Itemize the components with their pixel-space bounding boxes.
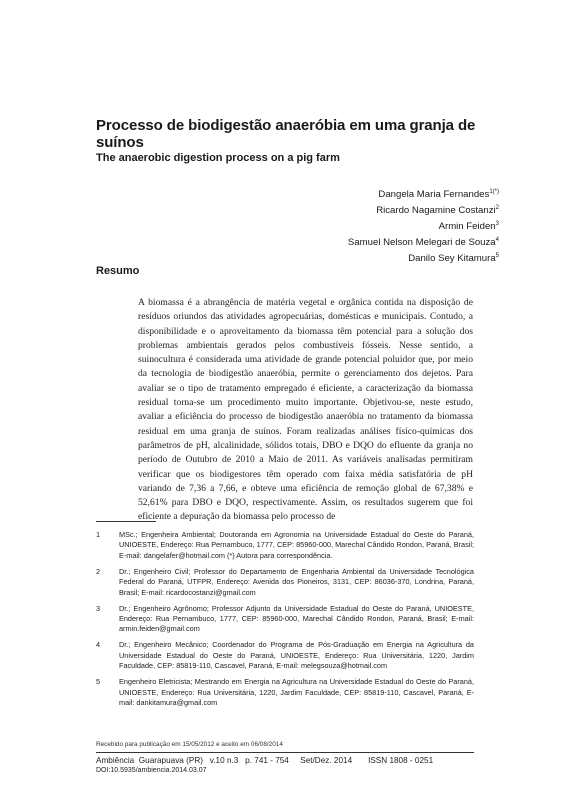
journal-volume: v.10 n.3 (209, 756, 239, 765)
footnote-list (96, 530, 474, 714)
footnote: 2 Dr.; Engenheiro Civil; Professor do Departamento de Engenharia Ambiental da Universidade Tecnológica Federal do Paraná, UTFPR, Endereço: Avenida dos Pioneiros, 3131, CEP: 86036-370, Londrina, Paraná, Brasil; E-mail: ricardocostanzi@gmail.com (96, 566, 474, 597)
journal-city: Guarapuava (PR) (138, 756, 203, 765)
abstract-heading: Resumo (96, 265, 140, 277)
journal-issn: ISSN 1808 - 0251 (368, 756, 434, 765)
footnote: 5 Engenheiro Eletricista; Mestrando em Energia na Agricultura na Universidade Estadual do Oeste do Paraná, UNIOESTE, Endereço: Rua Universitária, 1220, Jardim Faculdade, CEP: 85819-110, Cascavel, Paraná, E-mail: dankitamura@gmail.com (96, 677, 474, 708)
doi: DOI:10.5935/ambiencia.2014.03.07 (96, 767, 207, 774)
author-list (348, 187, 499, 267)
journal-footer (96, 752, 474, 765)
paper-subtitle: The anaerobic digestion process on a pig farm (96, 152, 340, 164)
journal-name: Ambiência (96, 756, 135, 765)
journal-date: Set/Dez. 2014 (300, 756, 353, 765)
author: Ricardo Nagamine Costanzi$^2$ (376, 204, 499, 216)
author: Armin Feiden$^3$ (438, 220, 499, 232)
received-note: Recebido para publicação em 15/05/2012 e aceito em 06/08/2014 (96, 741, 283, 748)
abstract-text (138, 296, 473, 525)
footnote-divider (96, 521, 156, 522)
abstract-paragraph: A biomassa é a abrangência de matéria vegetal e orgânica contida na disposição de resíduos oriundos das atividades agropecuárias, domésticas e municipais. Contudo, a disponibilidade e o aproveitamento da biomassa têm potencial para a solução dos problemas ambientais gerados pelos combustíveis fósseis. Nesse sentido, a suinocultura é considerada uma atividade de grande potencial poluidor que, por meio da tecnologia de biodigestão anaeróbia, permite o gerenciamento dos dejetos. Para avaliar se o tipo de tratamento empregado é eficiente, a caracterização da biomassa residual torna-se um procedimento muito importante. Objetivou-se, neste estudo, avaliar a eficiência do processo de biodigestão anaeróbia no tratamento da biomassa residual em uma granja de suínos. Foram realizadas análises físico-químicas dos parâmetros de pH, alcalinidade, sólidos totais, DBO e DQO do efluente da granja no período de Outubro de 2010 a Maio de 2011. As variáveis analisadas permitiram verificar que os biodigestores têm operado com faixa média satisfatória de pH variando de 7,36 a 7,66, e obteve uma eficiência de remoção global de 67,38% e 52,61% para DBO e DQO, respectivamente. Assim, os resultados sugerem que foi eficiente a depuração da biomassa pelo processo de (138, 297, 473, 523)
footnote: 4 Dr.; Engenheiro Mecânico; Coordenador do Programa de Pós-Graduação em Energia na Agricultura da Universidade Estadual do Oeste do Paraná, UNIOESTE, Endereço: Rua Universitária, 1220, Jardim Faculdade, CEP: 85819-110, Cascavel, Paraná, E-mail: melegsouza@hotmail.com (96, 640, 474, 671)
footnote: 1 MSc.; Engenheira Ambiental; Doutoranda em Agronomia na Universidade Estadual do Oeste do Paraná, UNIOESTE, Endereço: Rua Pernambuco, 1777, CEP: 85960-000, Marechal Cândido Rondon, Paraná, Brasil; E-mail: dangelafer@hotmail.com (*) Autora para correspondência. (96, 530, 474, 560)
author: Danilo Sey Kitamura$^5$ (408, 252, 499, 264)
footnote: 3 Dr.; Engenheiro Agrônomo; Professor Adjunto da Universidade Estadual do Oeste do Paraná, UNIOESTE, Endereço: Rua Pernambuco, 1777, CEP: 85960-000, Marechal Cândido Rondon, Paraná, Brasil; E-mail: armin.feiden@gmail.com (96, 603, 474, 634)
author: Samuel Nelson Melegari de Souza$^4$ (347, 236, 499, 248)
author: Dangela Maria Fernandes$^{1(*)}$ (378, 188, 499, 200)
journal-pages: p. 741 - 754 (245, 756, 289, 765)
paper-title: Processo de biodigestão anaeróbia em uma granja de suínos (96, 117, 476, 151)
